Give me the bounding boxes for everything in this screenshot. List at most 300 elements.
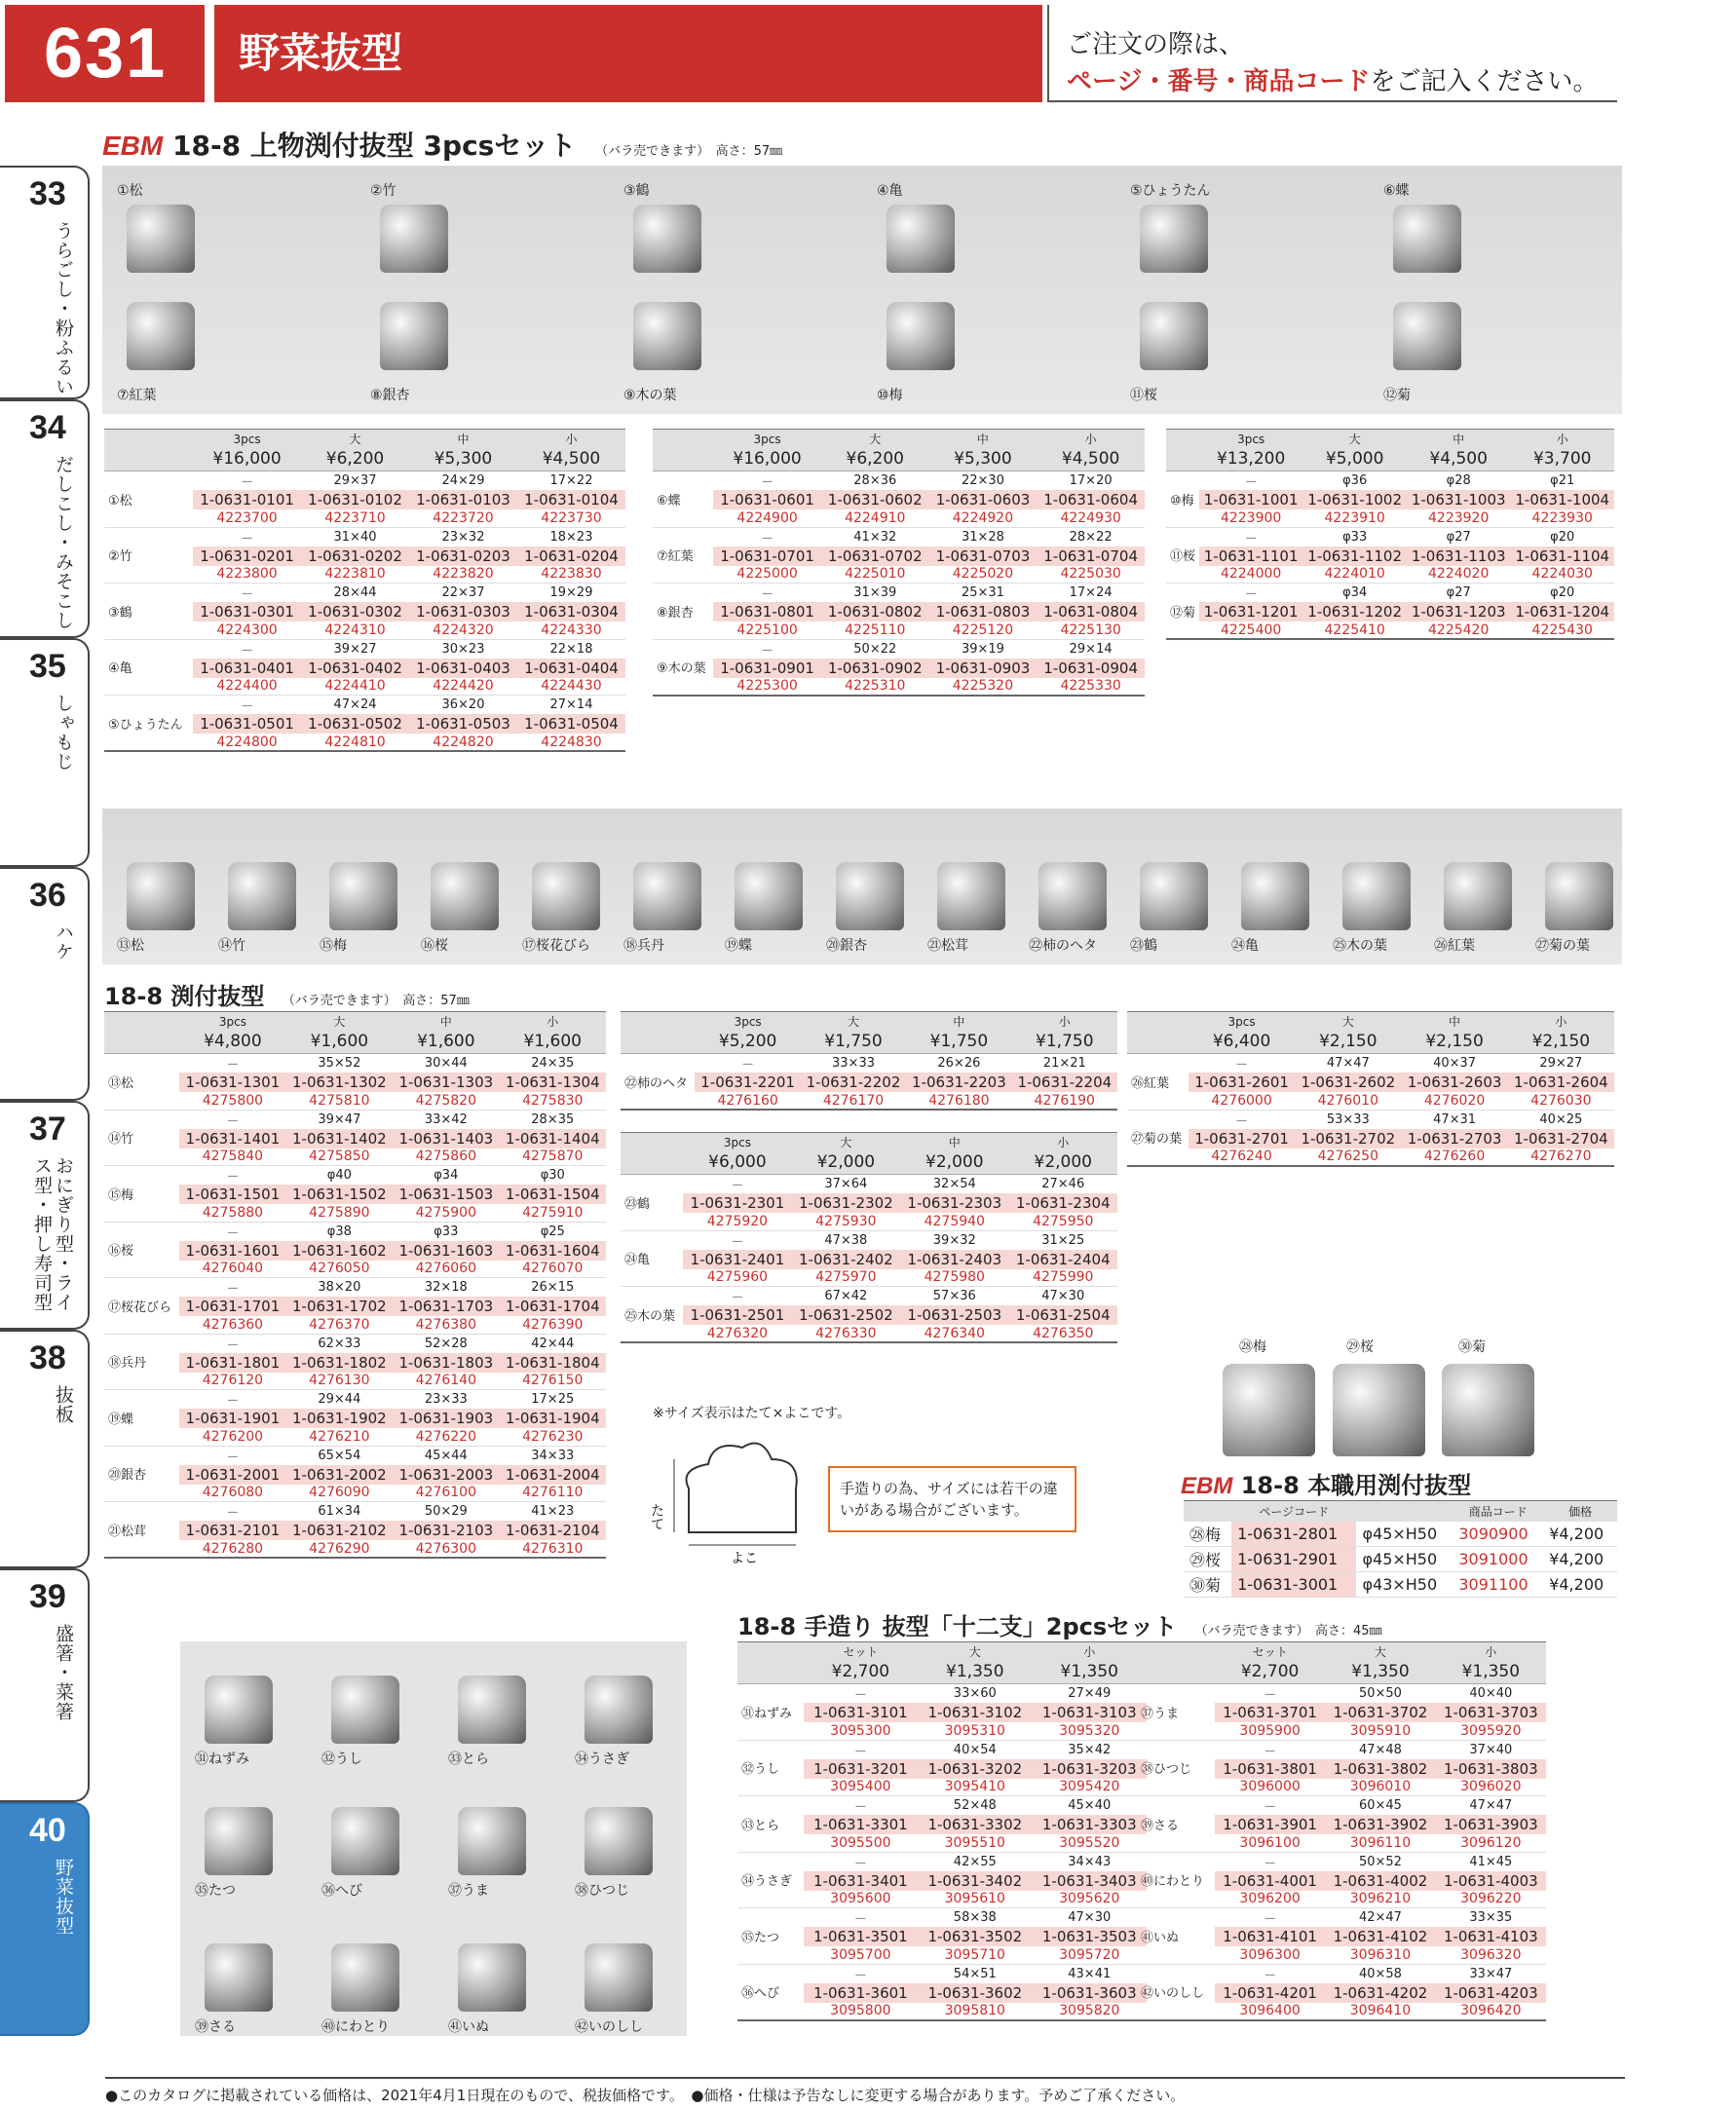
item-name: ㊶いぬ	[1137, 1908, 1215, 1965]
size-cell: －	[1215, 1908, 1325, 1928]
chapter-label: おにぎり型・ライス型・押し寿司型	[31, 1156, 74, 1312]
product-code: 3095420	[1059, 1779, 1120, 1795]
cutter-image	[458, 1807, 526, 1875]
col-head	[1356, 1501, 1453, 1523]
product-code: 4225410	[1302, 622, 1407, 639]
size-cell: 60×45	[1325, 1796, 1435, 1816]
page-code: 1-0631-1501	[179, 1185, 285, 1204]
product-code: 3095710	[944, 1946, 1005, 1963]
page-code: 1-0631-0304	[517, 602, 625, 622]
code-row	[653, 602, 1145, 622]
product-code-row	[104, 1373, 606, 1390]
page-code: 1-0631-0301	[193, 602, 301, 622]
page-code: 1-0631-1201	[1199, 602, 1303, 622]
page-code: 1-0631-2702	[1295, 1129, 1401, 1149]
size-cell: 38×20	[286, 1278, 393, 1298]
product-code: 4276300	[393, 1540, 499, 1558]
product-code: 4225000	[736, 566, 798, 583]
size-row	[737, 1852, 1147, 1871]
table-head-row	[1184, 1501, 1617, 1523]
size-cell: 45×44	[393, 1446, 499, 1465]
page-code: 1-0631-2402	[792, 1250, 900, 1269]
section-title-pro	[1181, 1466, 1471, 1500]
photo-label: ⑲蝶	[725, 938, 752, 954]
table-head-row	[621, 1012, 1117, 1032]
product-code: 4276110	[522, 1485, 584, 1501]
chapter-tab-36[interactable]	[0, 867, 90, 1101]
chapter-number: 37	[29, 1111, 66, 1148]
photo-label: ①松	[117, 183, 143, 199]
cutter-image	[205, 1943, 273, 2012]
product-code: 3096210	[1349, 1891, 1412, 1907]
size-cell: 50×52	[1325, 1852, 1435, 1871]
code-row	[1166, 490, 1614, 509]
size-cell: －	[179, 1110, 285, 1129]
size-row	[104, 1334, 606, 1353]
product-code: 4276360	[202, 1316, 264, 1333]
cutter-image	[1241, 862, 1309, 930]
product-code: 4276290	[286, 1540, 393, 1558]
product-code: 4276380	[415, 1316, 476, 1333]
size-cell: 41×45	[1436, 1852, 1546, 1871]
photo-label: ⑮梅	[320, 938, 347, 954]
chapter-tab-34[interactable]	[0, 399, 90, 638]
page-code: 1-0631-0803	[929, 602, 1038, 622]
product-code: 4276230	[522, 1428, 584, 1445]
page-code: 1-0631-0603	[929, 490, 1038, 509]
product-code: 4276130	[309, 1373, 370, 1389]
chapter-label: だしこし・みそこし	[53, 455, 74, 630]
product-code: 3096410	[1325, 2003, 1435, 2020]
chapter-number: 34	[29, 409, 66, 446]
page-code: 1-0631-1803	[393, 1353, 499, 1373]
product-code: 4275960	[706, 1269, 769, 1286]
product-code: 4225430	[1510, 622, 1614, 639]
size-cell: 47×47	[1436, 1796, 1546, 1816]
section-title-rimmed	[104, 977, 470, 1011]
size-cell: －	[1215, 1852, 1325, 1871]
item-name: ①松	[104, 471, 193, 528]
size-row	[1166, 584, 1614, 603]
product-code-row	[621, 1092, 1117, 1110]
product-code: 3095520	[1059, 1834, 1120, 1851]
chapter-tab-37[interactable]	[0, 1101, 90, 1330]
brand-logo: EBM	[102, 131, 164, 161]
size-cell: 21×21	[1012, 1054, 1117, 1074]
product-code: 4224310	[324, 622, 386, 638]
product-code: 4225030	[1060, 566, 1121, 583]
page-code: 1-0631-3302	[918, 1815, 1032, 1834]
cutter-image	[331, 1943, 399, 2012]
page-code: 1-0631-3401	[804, 1871, 918, 1891]
photo-label: ㉜うし	[321, 1752, 362, 1767]
product-code: 4276150	[522, 1373, 584, 1389]
col-head: 小	[1508, 1012, 1614, 1032]
page-code: 1-0631-1602	[286, 1241, 393, 1261]
size-cell: 50×22	[821, 639, 929, 659]
product-code: 3095610	[944, 1891, 1005, 1907]
photo-label: ⑨木の葉	[623, 388, 677, 403]
size-cell: φ20	[1510, 584, 1614, 603]
product-code: 4276180	[906, 1092, 1011, 1110]
chapter-label: うらごし・粉ふるい	[53, 221, 74, 396]
chapter-number: 39	[29, 1578, 66, 1615]
size-cell: 34×33	[500, 1446, 606, 1465]
size-cell: 29×27	[1508, 1054, 1614, 1074]
price-cell: ¥4,800	[179, 1031, 285, 1054]
size-cell: －	[1189, 1054, 1295, 1074]
size-cell: －	[804, 1908, 918, 1928]
code-row	[621, 1305, 1117, 1325]
chapter-tab-40[interactable]	[0, 1802, 90, 2036]
photo-label: ㊶いぬ	[448, 2019, 489, 2035]
product-code: 4223710	[324, 509, 386, 526]
page-code: 1-0631-2603	[1401, 1073, 1507, 1092]
price-cell: ¥2,000	[900, 1151, 1008, 1175]
page-code: 1-0631-3702	[1325, 1703, 1435, 1722]
page-code: 1-0631-0104	[517, 490, 625, 509]
photo-label: ㉓鶴	[1130, 938, 1157, 954]
col-head: ページコード	[1231, 1501, 1356, 1523]
cell-p: 3091100	[1453, 1572, 1543, 1598]
col-head: 小	[1510, 430, 1614, 449]
size-cell: 41×23	[500, 1502, 606, 1522]
size-cell: －	[1199, 584, 1303, 603]
photo-label: ⑰桜花びら	[522, 938, 590, 954]
page-code: 1-0631-1003	[1407, 490, 1511, 509]
handmade-note: 手造りの為、サイズには若干の違いがある場合がございます。	[828, 1466, 1076, 1532]
size-cell: 33×35	[1436, 1908, 1546, 1928]
page-code: 1-0631-0501	[193, 714, 301, 734]
cell-n: ㉚菊	[1184, 1572, 1231, 1598]
size-cell: 17×25	[500, 1390, 606, 1410]
size-cell: 29×37	[301, 471, 409, 491]
photo-label: ㊴さる	[195, 2019, 236, 2035]
product-code: 4276010	[1317, 1092, 1378, 1109]
section-title-text: 18-8 渕付抜型	[104, 983, 265, 1010]
cutter-image	[380, 302, 448, 370]
price-cell: ¥2,700	[1215, 1661, 1325, 1684]
product-code: 4225310	[821, 678, 929, 696]
chapter-number: 35	[29, 648, 66, 685]
page-code: 1-0631-0303	[409, 602, 517, 622]
size-cell: 50×50	[1325, 1684, 1435, 1704]
cutter-image	[331, 1807, 399, 1875]
size-cell: 47×30	[1033, 1908, 1147, 1928]
size-cell: －	[713, 527, 821, 546]
code-row	[1127, 1129, 1614, 1149]
size-cell: 43×41	[1033, 1964, 1147, 1983]
size-cell: －	[1199, 527, 1303, 546]
diagram-tate-label: たて	[649, 1503, 664, 1530]
page-code: 1-0631-1404	[500, 1129, 606, 1149]
product-code: 4225420	[1407, 622, 1511, 639]
size-cell: －	[683, 1230, 791, 1250]
size-cell: 28×35	[500, 1110, 606, 1129]
price-cell: ¥5,300	[409, 448, 517, 471]
product-code: 3096200	[1239, 1891, 1301, 1907]
size-cell: 26×26	[906, 1054, 1011, 1074]
page-code: 1-0631-4201	[1215, 1983, 1325, 2003]
cell-p: 3091000	[1453, 1547, 1543, 1572]
product-code: 4225320	[929, 678, 1038, 696]
page-code: 1-0631-1504	[500, 1185, 606, 1204]
cutter-image	[1393, 205, 1461, 273]
size-note: ※サイズ表示はたて×よこです。	[653, 1406, 851, 1421]
product-code: 4223930	[1531, 509, 1593, 526]
product-code: 4225110	[845, 622, 906, 638]
price-cell: ¥5,000	[1302, 448, 1407, 471]
product-code: 4224920	[952, 509, 1014, 526]
size-cell: 27×49	[1033, 1684, 1147, 1704]
product-code: 3096020	[1460, 1779, 1522, 1795]
page-code: 1-0631-1303	[393, 1073, 499, 1092]
page-code: 1-0631-0404	[517, 659, 625, 678]
page-code: 1-0631-2002	[286, 1465, 393, 1485]
photo-label: ②竹	[370, 183, 396, 199]
product-code: 4224000	[1220, 566, 1282, 583]
price-table-6	[621, 1132, 1117, 1343]
item-name: ⑳銀杏	[104, 1446, 179, 1502]
chapter-tab-39[interactable]	[0, 1568, 90, 1802]
size-cell: 28×36	[821, 471, 929, 491]
col-head: セット	[804, 1642, 918, 1662]
item-name: ㊴さる	[1137, 1796, 1215, 1853]
cutter-image	[937, 862, 1005, 930]
page-code: 1-0631-1704	[500, 1297, 606, 1316]
price-table-1	[104, 429, 625, 752]
size-row	[104, 1166, 606, 1186]
page-code: 1-0631-2403	[900, 1250, 1008, 1269]
photo-label: ⑩梅	[877, 388, 903, 403]
size-row	[104, 696, 625, 715]
table-head-row	[653, 430, 1145, 449]
page-code: 1-0631-1403	[393, 1129, 499, 1149]
product-code: 4223900	[1220, 509, 1282, 526]
product-code: 4276120	[202, 1373, 264, 1389]
price-row	[621, 1031, 1117, 1054]
item-name: ㉝とら	[737, 1796, 804, 1853]
product-code: 4225400	[1199, 622, 1303, 639]
product-code: 3095720	[1059, 1946, 1120, 1963]
product-code: 4224420	[433, 678, 494, 695]
photo-label: ㉕木の葉	[1333, 938, 1387, 954]
product-code: 3095600	[830, 1891, 891, 1907]
product-code: 4223720	[433, 509, 494, 526]
item-name: ㊱へび	[737, 1964, 804, 2020]
size-cell: －	[1215, 1796, 1325, 1816]
code-row	[104, 1521, 606, 1540]
product-code: 4225300	[713, 678, 821, 696]
item-name: ㊲うま	[1137, 1684, 1215, 1741]
size-cell: －	[1215, 1684, 1325, 1704]
product-code: 4276340	[900, 1325, 1008, 1342]
page-code: 1-0631-3301	[804, 1815, 918, 1834]
table-row	[1184, 1547, 1617, 1572]
price-row	[104, 1031, 606, 1054]
size-cell: 58×38	[918, 1908, 1032, 1928]
price-cell: ¥1,750	[1012, 1031, 1117, 1054]
size-cell: 62×33	[286, 1334, 393, 1353]
page-code: 1-0631-3201	[804, 1759, 918, 1779]
product-code: 4224010	[1324, 566, 1385, 583]
size-cell: 52×28	[393, 1334, 499, 1353]
product-code: 3096310	[1349, 1946, 1412, 1963]
col-head: 3pcs	[695, 1012, 800, 1032]
product-code: 4276370	[309, 1316, 370, 1333]
product-code: 3096110	[1349, 1834, 1412, 1851]
product-code: 4224330	[541, 622, 602, 638]
photo-label: ③鶴	[623, 183, 650, 199]
size-row	[621, 1230, 1117, 1250]
table-head-row	[104, 430, 625, 449]
product-code: 4224020	[1428, 566, 1490, 583]
photo-label: ⑫菊	[1383, 388, 1411, 403]
price-cell: ¥4,500	[517, 448, 625, 471]
size-row	[737, 1796, 1147, 1816]
product-code: 3095500	[830, 1834, 891, 1851]
item-name: ㉑松茸	[104, 1502, 179, 1559]
photo-label: ⑭竹	[218, 938, 245, 954]
product-code: 4276100	[415, 1485, 476, 1501]
page-code: 1-0631-1203	[1407, 602, 1511, 622]
size-cell: 50×29	[393, 1502, 499, 1522]
page-code: 1-0631-1901	[179, 1409, 285, 1428]
cutter-image	[735, 862, 803, 930]
size-cell: －	[804, 1852, 918, 1871]
product-code: 4224400	[216, 678, 278, 695]
product-code: 4223730	[541, 509, 602, 526]
chapter-tab-38[interactable]	[0, 1330, 90, 1568]
page-code: 1-0631-1103	[1407, 546, 1511, 566]
size-row	[653, 527, 1145, 546]
product-code: 4276090	[309, 1485, 370, 1501]
size-cell: 41×32	[821, 527, 929, 546]
diagram-yoko-label: よこ	[731, 1551, 758, 1566]
page-code: 1-0631-1001	[1199, 490, 1303, 509]
product-code: 4275880	[202, 1204, 264, 1221]
size-cell: 61×34	[286, 1502, 393, 1522]
page-code: 1-0631-2604	[1508, 1073, 1614, 1092]
cutter-image	[1038, 862, 1107, 930]
price-cell: ¥4,500	[1037, 448, 1145, 471]
chapter-number: 40	[29, 1812, 66, 1849]
product-code: 3096320	[1460, 1946, 1522, 1963]
product-code-row	[104, 1485, 606, 1502]
price-table-pro	[1184, 1500, 1617, 1598]
product-code: 3096100	[1239, 1834, 1301, 1851]
page-code: 1-0631-2104	[500, 1521, 606, 1540]
size-row	[1137, 1796, 1546, 1816]
page-code: 1-0631-0402	[301, 659, 409, 678]
cutter-image	[1393, 302, 1461, 370]
size-cell: 33×42	[393, 1110, 499, 1129]
size-row	[1137, 1964, 1546, 1983]
product-code: 4275920	[706, 1213, 769, 1229]
table-head-row	[737, 1642, 1147, 1662]
price-cell: ¥2,000	[792, 1151, 900, 1175]
cutter-image	[1442, 1364, 1534, 1456]
size-cell: 42×44	[500, 1334, 606, 1353]
product-code: 3095820	[1033, 2003, 1147, 2020]
page-code: 1-0631-2301	[683, 1193, 791, 1213]
size-cell: －	[1215, 1964, 1325, 1983]
col-head: 小	[500, 1012, 606, 1032]
page-code: 1-0631-3102	[918, 1703, 1032, 1722]
page-code: 1-0631-1503	[393, 1185, 499, 1204]
price-cell: ¥2,700	[804, 1661, 918, 1684]
cutter-image	[1140, 205, 1208, 273]
chapter-tab-33[interactable]	[0, 166, 90, 399]
page-code: 1-0631-1202	[1302, 602, 1407, 622]
size-cell: 52×48	[918, 1796, 1032, 1816]
page-code: 1-0631-3501	[804, 1927, 918, 1946]
product-code-row	[653, 678, 1145, 696]
order-note-rest: をご記入ください。	[1370, 67, 1599, 96]
product-code: 4276060	[415, 1261, 476, 1277]
page-code: 1-0631-0702	[821, 546, 929, 566]
cell-y: ¥4,200	[1543, 1572, 1617, 1598]
product-code: 4276390	[522, 1316, 584, 1333]
cell-n: ㉙桜	[1184, 1547, 1231, 1572]
size-cell: －	[804, 1684, 918, 1704]
price-table-5	[621, 1011, 1117, 1111]
cell-c: 1-0631-2901	[1231, 1547, 1356, 1572]
product-code: 4224410	[324, 678, 386, 695]
size-cell: 32×18	[393, 1278, 499, 1298]
page-code: 1-0631-3802	[1325, 1759, 1435, 1779]
page-code: 1-0631-0203	[409, 546, 517, 566]
size-cell: 19×29	[517, 584, 625, 603]
size-cell: 40×58	[1325, 1964, 1435, 1983]
size-cell: 47×24	[301, 696, 409, 715]
chapter-label: 盛箸・菜箸	[53, 1624, 74, 1721]
section-title-text: 18-8 本職用渕付抜型	[1240, 1472, 1472, 1499]
product-code: 4225100	[736, 622, 798, 638]
product-code: 4276190	[1012, 1092, 1117, 1110]
size-cell: 40×40	[1436, 1684, 1546, 1704]
page-code: 1-0631-1402	[286, 1129, 393, 1149]
size-cell: 33×33	[801, 1054, 906, 1074]
product-code: 4276170	[801, 1092, 906, 1110]
page-code: 1-0631-4102	[1325, 1927, 1435, 1946]
price-cell: ¥6,200	[301, 448, 409, 471]
size-row	[1137, 1852, 1546, 1871]
cutter-image	[1444, 862, 1512, 930]
photo-label: ⑦紅葉	[117, 388, 157, 403]
size-row	[737, 1740, 1147, 1759]
price-row	[653, 448, 1145, 471]
page-number: 631	[5, 5, 205, 102]
product-code: 4275800	[202, 1092, 264, 1109]
cell-y: ¥4,200	[1543, 1522, 1617, 1547]
product-code: 4276080	[202, 1485, 264, 1501]
cutter-image	[228, 862, 296, 930]
page-code: 1-0631-1802	[286, 1353, 393, 1373]
product-code: 4275980	[924, 1269, 985, 1286]
product-code-row	[653, 509, 1145, 527]
page-code: 1-0631-4002	[1325, 1871, 1435, 1891]
chapter-tab-35[interactable]	[0, 638, 90, 867]
size-cell: φ38	[286, 1222, 393, 1241]
price-table-4	[104, 1011, 606, 1559]
page-code: 1-0631-2502	[792, 1305, 900, 1325]
code-row	[653, 490, 1145, 509]
brand-logo: EBM	[1181, 1473, 1233, 1499]
size-cell: －	[193, 584, 301, 603]
photo-label: ⑬松	[117, 938, 144, 954]
col-head: 価格	[1543, 1501, 1617, 1523]
